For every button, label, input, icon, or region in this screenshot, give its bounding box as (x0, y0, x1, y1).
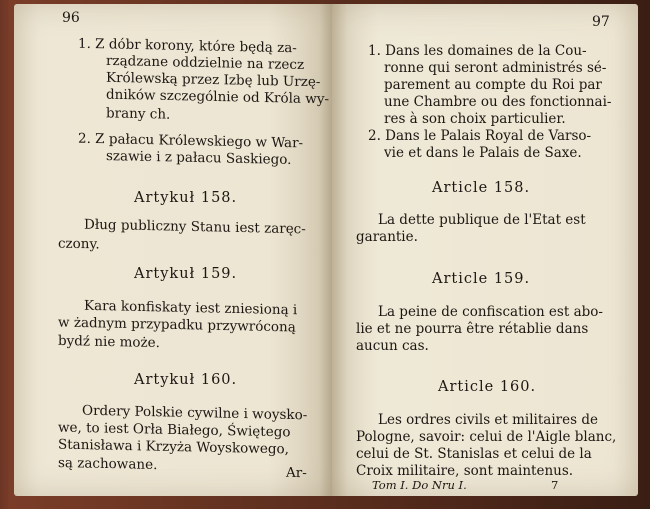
text-line: brany ch. (106, 105, 171, 123)
page-number: 96 (62, 10, 80, 26)
text-line: 1. Z dóbr korony, które będą za- (78, 35, 297, 57)
catchword: Ar- (286, 464, 307, 482)
text-line: Kara konfiskaty iest zniesioną i (84, 297, 298, 319)
left-page (14, 4, 332, 496)
text-line: Les ordres civils et militaires de (378, 412, 598, 428)
signature-mark: Tom I. Do Nru I. (372, 478, 467, 492)
article-heading: Artykuł 160. (134, 372, 238, 388)
text-line: we, to iest Orła Białego, Świętego (58, 419, 291, 441)
text-line: La peine de confiscation est abo- (378, 304, 603, 320)
text-line: aucun cas. (356, 338, 429, 354)
text-line: La dette publique de l'Etat est (378, 212, 586, 228)
text-line: w żadnym przypadku przywróconą (58, 314, 296, 336)
text-line: une Chambre ou des fonctionnai- (384, 94, 612, 110)
text-line: parement au compte du Roi par (384, 77, 602, 93)
article-heading: Artykuł 159. (134, 266, 238, 282)
text-line: Stanisława i Krzyża Woyskowego, (58, 436, 289, 458)
text-line: celui de St. Stanislas et celui de la (356, 446, 592, 462)
text-line: vie et dans le Palais de Saxe. (384, 145, 582, 161)
page-number: 97 (592, 14, 610, 30)
article-heading: Article 158. (432, 180, 531, 196)
text-line: 2. Dans le Palais Royal de Varso- (368, 128, 592, 144)
text-line: czony. (58, 235, 100, 253)
text-line: rządzane oddzielnie na rzecz (106, 52, 305, 74)
text-line: Ordery Polskie cywilne i woysko- (82, 402, 308, 424)
article-heading: Article 160. (438, 379, 537, 395)
text-line: res à son choix particulier. (384, 111, 566, 127)
text-line: lie et ne pourra être rétablie dans (356, 321, 589, 337)
right-page (332, 4, 638, 496)
text-line: Królewską przez Izbę lub Urzę- (106, 69, 321, 91)
article-heading: Article 159. (432, 271, 531, 287)
article-heading: Artykuł 158. (134, 190, 238, 206)
text-line: bydź nie może. (58, 332, 160, 352)
text-line: ronne qui seront administrés sé- (384, 60, 607, 76)
text-line: szawie i z pałacu Saskiego. (106, 148, 292, 168)
text-line: 1. Dans les domaines de la Cou- (368, 43, 587, 59)
signature-number: 7 (551, 478, 559, 492)
text-line: garantie. (356, 229, 418, 245)
text-line: Dług publiczny Stanu iest zaręc- (84, 216, 306, 238)
text-line: Croix militaire, sont maintenus. (356, 463, 574, 479)
text-line: 2. Z pałacu Królewskiego w War- (78, 130, 304, 152)
text-line: dników szczególnie od Króla wy- (106, 86, 330, 108)
text-line: są zachowane. (58, 454, 158, 474)
text-line: Pologne, savoir: celui de l'Aigle blanc, (356, 429, 617, 445)
